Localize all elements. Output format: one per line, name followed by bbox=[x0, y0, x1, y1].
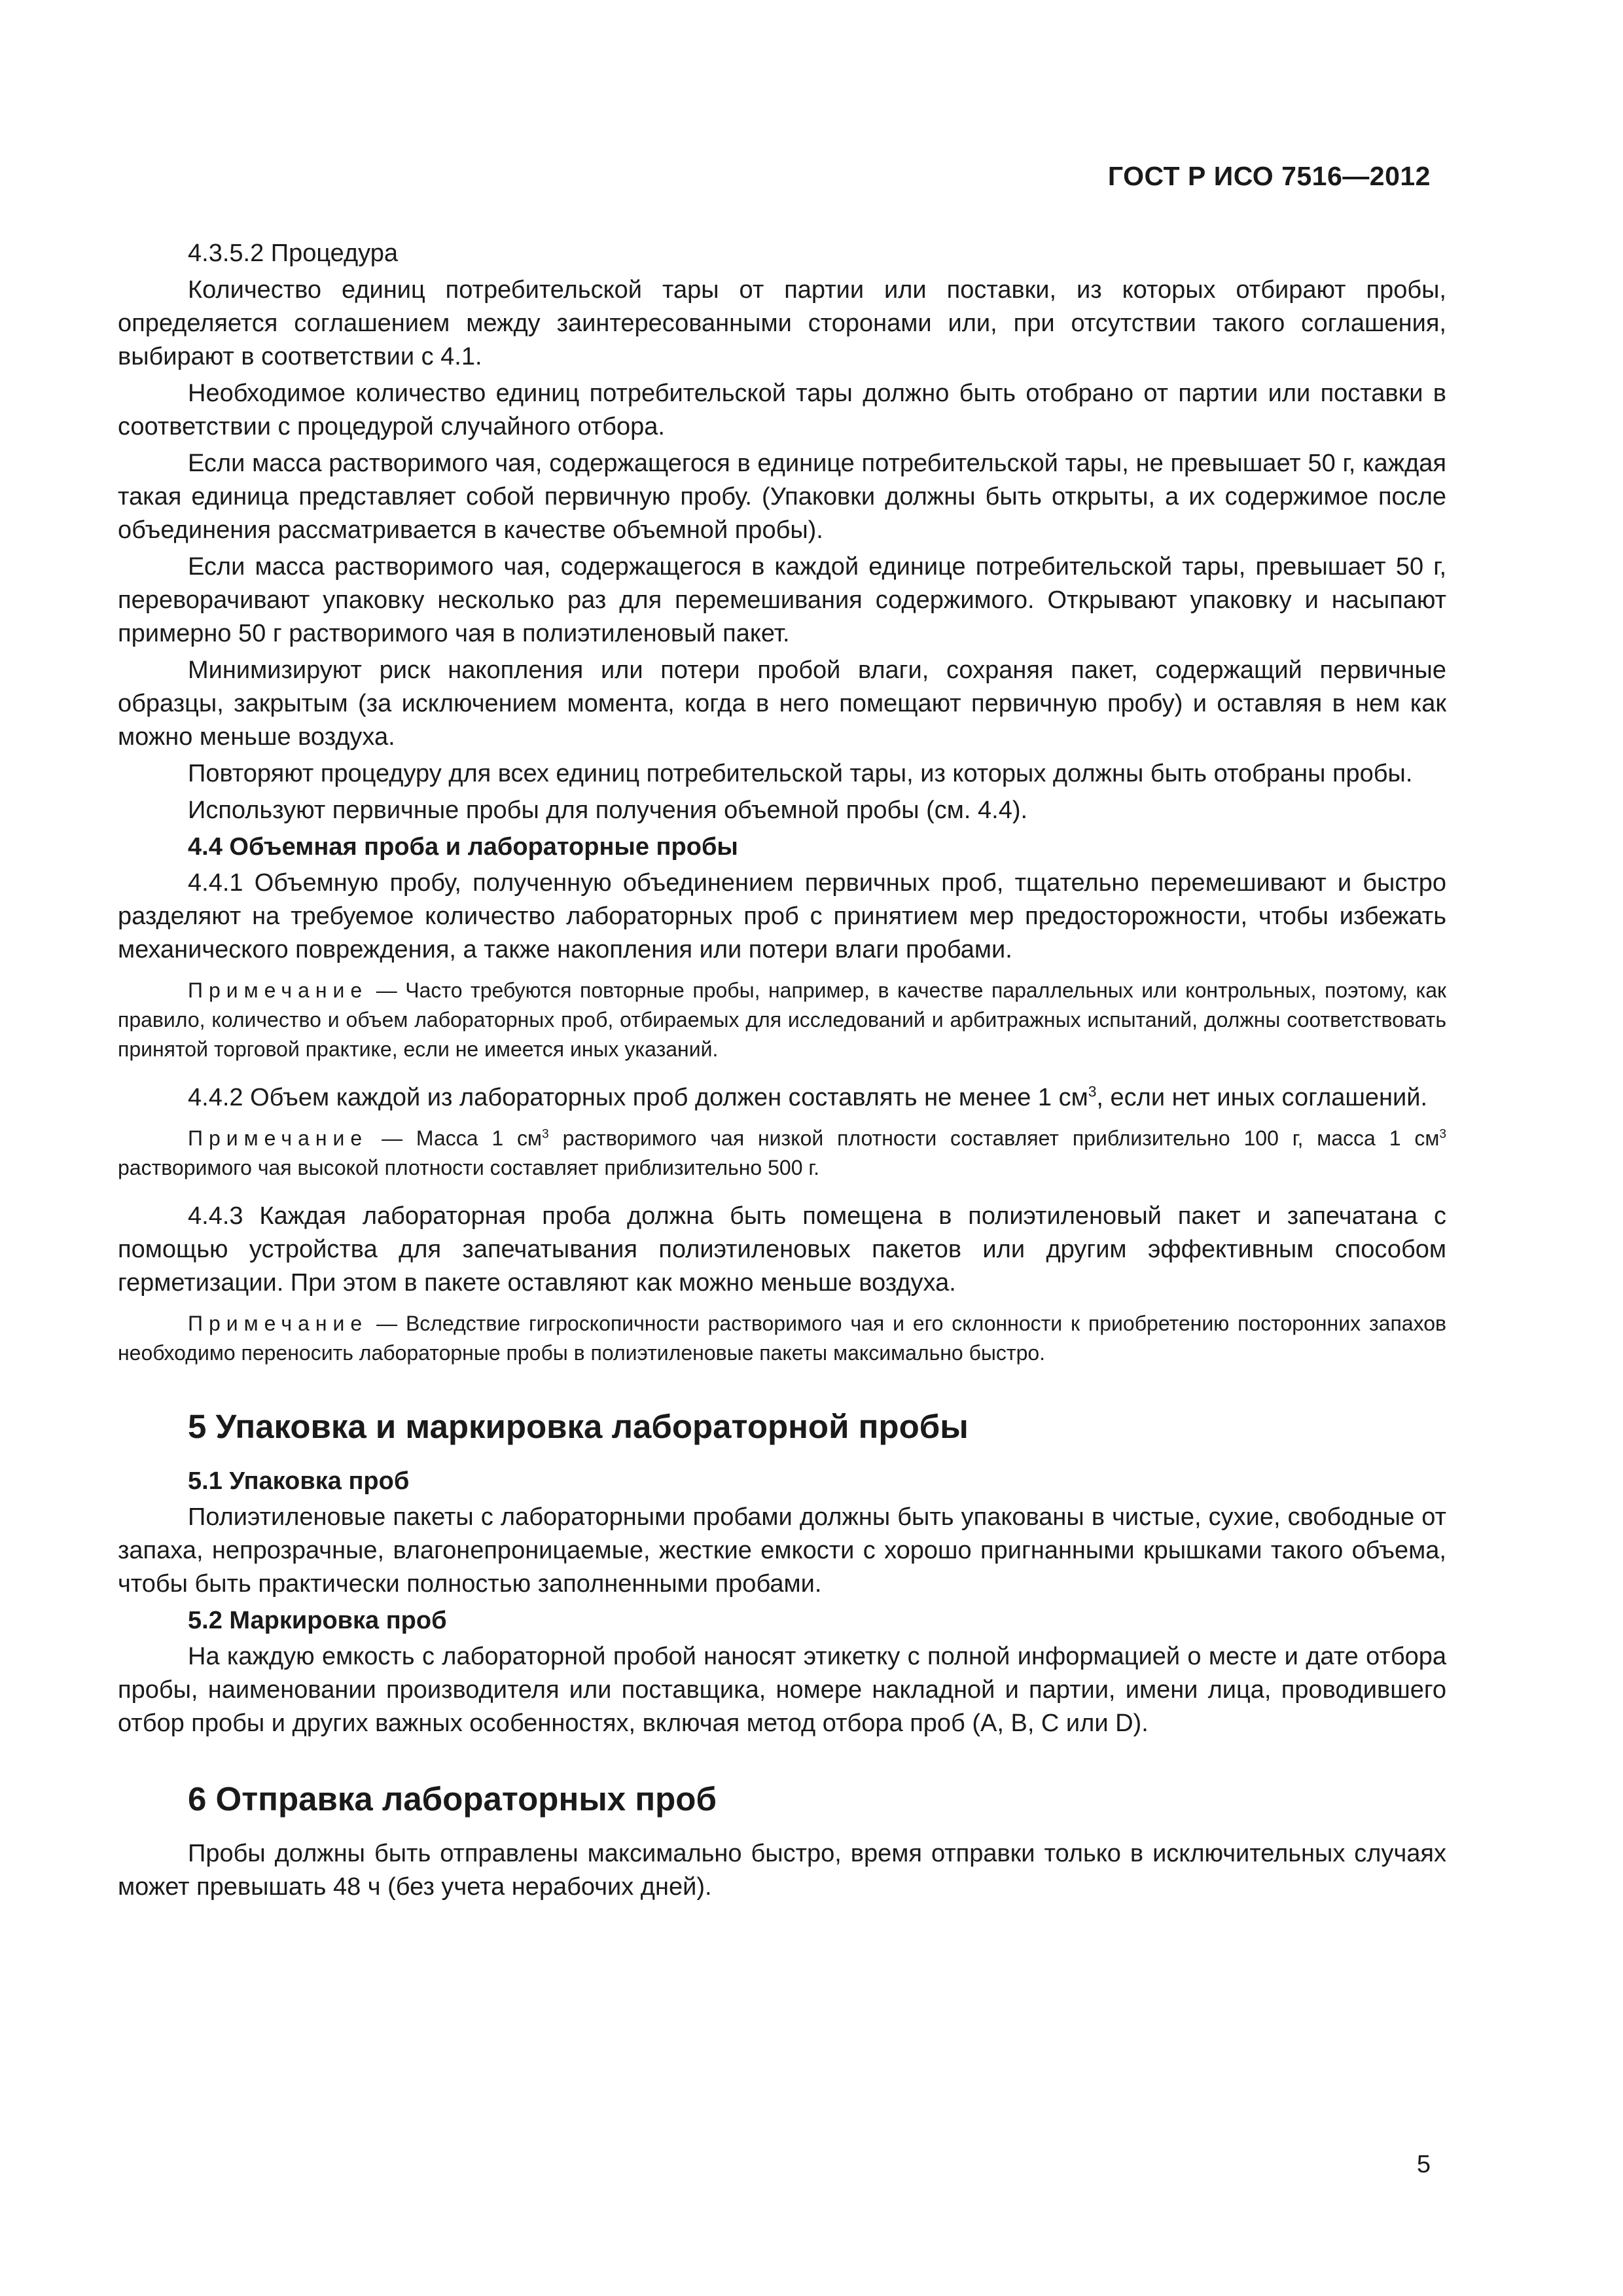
note-text: — Вследствие гигроскопичности растворимого чая и его склонности к приобретению посторонних запахов необходимо переносить лабораторные пробы в полиэтиленовые пакеты максимально быстро. bbox=[118, 1312, 1446, 1365]
page-number: 5 bbox=[1416, 2151, 1431, 2178]
note-text: — Масса 1 см bbox=[368, 1126, 543, 1150]
paragraph-442 bbox=[118, 1081, 1446, 1115]
note-label: Примечание bbox=[188, 978, 368, 1002]
section-heading-6: 6 Отправка лабораторных проб bbox=[188, 1780, 717, 1818]
note-label: Примечание bbox=[188, 1312, 368, 1335]
superscript: 3 bbox=[1439, 1127, 1447, 1141]
paragraph: Количество единиц потребительской тары от партии или поставки, из которых отбирают пробы, определяется соглашением между заинтересованными сторонами или, при отсутствии такого соглашения, выбирают в соответствии с 4.1. bbox=[118, 276, 1446, 370]
note-1 bbox=[118, 976, 1446, 1064]
note-3 bbox=[118, 1309, 1446, 1368]
paragraph: Повторяют процедуру для всех единиц потребительской тары, из которых должны быть отобраны пробы. bbox=[188, 760, 1413, 787]
paragraph: Полиэтиленовые пакеты с лабораторными пробами должны быть упакованы в чистые, сухие, свободные от запаха, непрозрачные, влагонепроницаемые, жесткие емкости с хорошо пригнанными крышками такого объема, чтобы быть практически полностью заполненными пробами. bbox=[118, 1503, 1446, 1598]
paragraph: Если масса растворимого чая, содержащегося в каждой единице потребительской тары, превышает 50 г, переворачивают упаковку несколько раз для перемешивания содержимого. Открывают упаковку и насыпают примерно 50 г растворимого чая в полиэтиленовый пакет. bbox=[118, 553, 1446, 647]
note-text: растворимого чая низкой плотности составляет приблизительно 100 г, масса 1 см bbox=[548, 1126, 1440, 1150]
paragraph: На каждую емкость с лабораторной пробой наносят этикетку с полной информацией о месте и дате отбора пробы, наименовании производителя или поставщика, номере накладной и партии, имени лица, проводившего отбор пробы и других важных особенностях, включая метод отбора проб (А, В, С или D). bbox=[118, 1643, 1446, 1737]
note-text: — Часто требуются повторные пробы, например, в качестве параллельных или контрольных, поэтому, как правило, количество и объем лабораторных проб, отбираемых для исследований и арбитражных испытаний, должны соответствовать принятой торговой практике, если не имеется иных указаний. bbox=[118, 978, 1446, 1061]
paragraph-441: 4.4.1 Объемную пробу, полученную объединением первичных проб, тщательно перемешивают и быстро разделяют на требуемое количество лабораторных проб с принятием мер предосторожности, чтобы избежать механического повреждения, а также накопления или потери влаги пробами. bbox=[118, 869, 1446, 963]
paragraph: Если масса растворимого чая, содержащегося в единице потребительской тары, не превышает 50 г, каждая такая единица представляет собой первичную пробу. (Упаковки должны быть открыты, а их содержимое после объединения рассматривается в качестве объемной пробы). bbox=[118, 450, 1446, 544]
subclause-title-4352: 4.3.5.2 Процедура bbox=[188, 240, 398, 267]
paragraph: Используют первичные пробы для получения объемной пробы (см. 4.4). bbox=[188, 797, 1028, 824]
subsection-heading-44: 4.4 Объемная проба и лабораторные пробы bbox=[188, 833, 738, 861]
subsection-heading-52: 5.2 Маркировка проб bbox=[188, 1607, 447, 1634]
page-content bbox=[118, 237, 1446, 1907]
note-2 bbox=[118, 1124, 1446, 1183]
section-heading-5: 5 Упаковка и маркировка лабораторной пробы bbox=[188, 1408, 969, 1445]
paragraph-text: , если нет иных соглашений. bbox=[1096, 1084, 1428, 1111]
paragraph: Пробы должны быть отправлены максимально быстро, время отправки только в исключительных случаях может превышать 48 ч (без учета нерабочих дней). bbox=[118, 1840, 1446, 1901]
document-code: ГОСТ Р ИСО 7516—2012 bbox=[1107, 161, 1431, 191]
paragraph-443: 4.4.3 Каждая лабораторная проба должна быть помещена в полиэтиленовый пакет и запечатана с помощью устройства для запечатывания полиэтиленовых пакетов или другим эффективным способом герметизации. При этом в пакете оставляют как можно меньше воздуха. bbox=[118, 1202, 1446, 1297]
paragraph: Минимизируют риск накопления или потери пробой влаги, сохраняя пакет, содержащий первичные образцы, закрытым (за исключением момента, когда в него помещают первичную пробу) и оставляя в нем как можно меньше воздуха. bbox=[118, 656, 1446, 751]
paragraph-text: 4.4.2 Объем каждой из лабораторных проб должен составлять не менее 1 см bbox=[188, 1084, 1088, 1111]
paragraph: Необходимое количество единиц потребительской тары должно быть отобрано от партии или поставки в соответствии с процедурой случайного отбора. bbox=[118, 380, 1446, 440]
note-text: растворимого чая высокой плотности составляет приблизительно 500 г. bbox=[118, 1156, 820, 1179]
superscript: 3 bbox=[542, 1127, 549, 1141]
subsection-heading-51: 5.1 Упаковка проб bbox=[188, 1467, 410, 1495]
superscript: 3 bbox=[1088, 1083, 1097, 1100]
note-label: Примечание bbox=[188, 1126, 368, 1150]
